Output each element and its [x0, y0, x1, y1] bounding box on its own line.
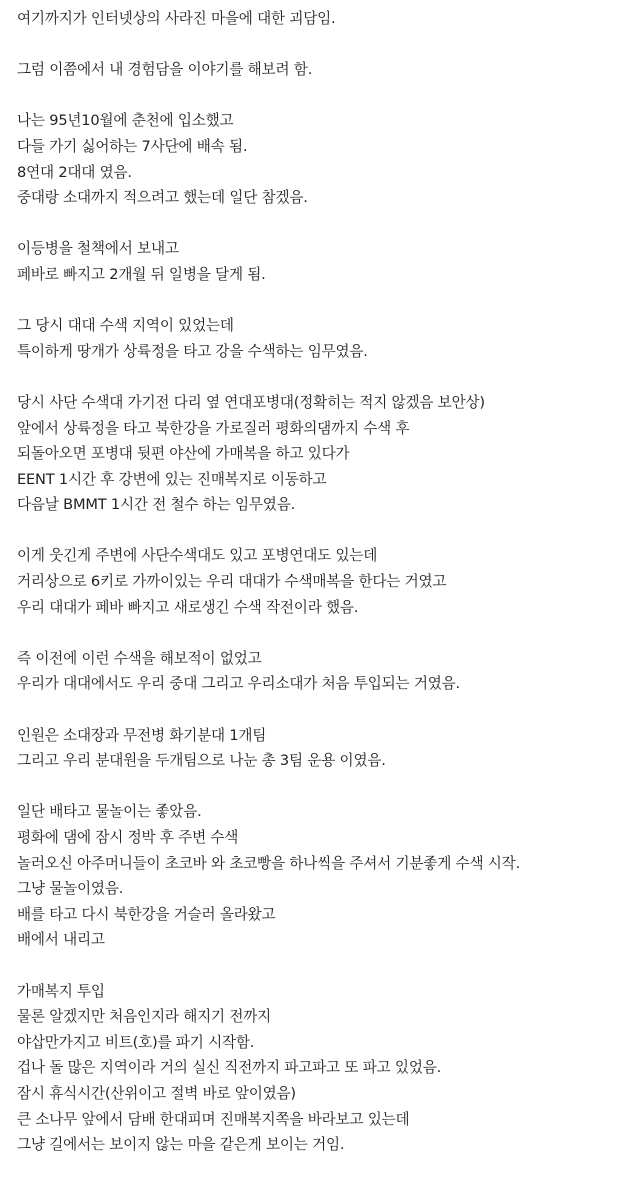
text-line: 당시 사단 수색대 가기전 다리 옆 연대포병대(정확히는 적지 않겠음 보안상): [17, 393, 485, 411]
text-line: 그 당시 대대 수색 지역이 있었는데: [17, 317, 234, 335]
text-line: 중대랑 소대까지 적으려고 했는데 일단 참겠음.: [17, 189, 308, 207]
text-line: 큰 소나무 앞에서 담배 한대피며 진매복지쪽을 바라보고 있는데: [17, 1110, 410, 1128]
text-line: 그냥 길에서는 보이지 않는 마을 같은게 보이는 거임.: [17, 1136, 345, 1154]
paragraph: [17, 57, 623, 83]
paragraph: [17, 723, 623, 774]
text-line: 다들 가기 싫어하는 7사단에 배속 됨.: [17, 137, 248, 155]
text-line: 거리상으로 6키로 가까이있는 우리 대대가 수색매복을 한다는 거였고: [17, 573, 447, 591]
text-line: 그리고 우리 분대원을 두개팀으로 나눈 총 3팀 운용 이였음.: [17, 752, 386, 770]
paragraph: [17, 236, 623, 287]
text-line: 일단 배타고 물놀이는 좋았음.: [17, 803, 202, 821]
text-line: 이등병을 철책에서 보내고: [17, 240, 179, 258]
text-line: 우리가 대대에서도 우리 중대 그리고 우리소대가 처음 투입되는 거였음.: [17, 675, 460, 693]
text-line: 특이하게 땅개가 상륙정을 타고 강을 수색하는 임무였음.: [17, 342, 368, 360]
paragraph: [17, 108, 623, 210]
text-line: 인원은 소대장과 무전병 화기분대 1개팀: [17, 726, 267, 744]
text-line: 평화에 댐에 잠시 정박 후 주변 수색: [17, 829, 239, 846]
text-line: 야삽만가지고 비트(호)를 파기 시작함.: [17, 1033, 255, 1051]
text-line: 되돌아오면 포병대 뒷편 야산에 가매복을 하고 있다가: [17, 445, 350, 463]
text-line: 물론 알겠지만 처음인지라 해지기 전까지: [17, 1008, 272, 1026]
paragraph: [17, 646, 623, 697]
paragraph: [17, 799, 623, 953]
text-line: 배에서 내리고: [17, 931, 105, 949]
text-line: 그럼 이쯤에서 내 경험담을 이야기를 해보려 함.: [17, 61, 313, 79]
text-line: 가매복지 투입: [17, 982, 105, 1000]
text-line: 8연대 2대대 였음.: [17, 163, 132, 181]
text-line: 겁나 돌 많은 지역이라 거의 실신 직전까지 파고파고 또 파고 있었음.: [17, 1059, 442, 1077]
text-line: EENT 1시간 후 강변에 있는 진매복지로 이동하고: [17, 470, 327, 488]
text-line: 이게 웃긴게 주변에 사단수색대도 있고 포병연대도 있는데: [17, 547, 378, 565]
paragraph: [17, 313, 623, 364]
paragraph: [17, 543, 623, 620]
paragraph: [17, 6, 623, 32]
text-line: 잠시 휴식시간(산위이고 절벽 바로 앞이였음): [17, 1084, 296, 1102]
paragraph: [17, 979, 623, 1158]
text-line: 그냥 물놀이였음.: [17, 880, 124, 898]
text-line: 페바로 빠지고 2개월 뒤 일병을 달게 됨.: [17, 265, 266, 283]
text-line: 놀러오신 아주머니들이 초코바 와 초코빵을 하나씩을 주셔서 기분좋게 수색 시작.: [17, 854, 521, 872]
text-line: 우리 대대가 페바 빠지고 새로생긴 수색 작전이라 했음.: [17, 598, 359, 616]
text-line: 나는 95년10월에 춘천에 입소했고: [17, 112, 234, 130]
text-line: 여기까지가 인터넷상의 사라진 마을에 대한 괴담임.: [17, 10, 336, 27]
text-line: 즉 이전에 이런 수색을 해보적이 없었고: [17, 649, 262, 667]
text-line: 다음날 BMMT 1시간 전 철수 하는 임무였음.: [17, 496, 296, 514]
text-line: 앞에서 상륙정을 타고 북한강을 가로질러 평화의댐까지 수색 후: [17, 419, 410, 437]
paragraph: [17, 390, 623, 518]
text-line: 배를 타고 다시 북한강을 거슬러 올라왔고: [17, 905, 276, 923]
